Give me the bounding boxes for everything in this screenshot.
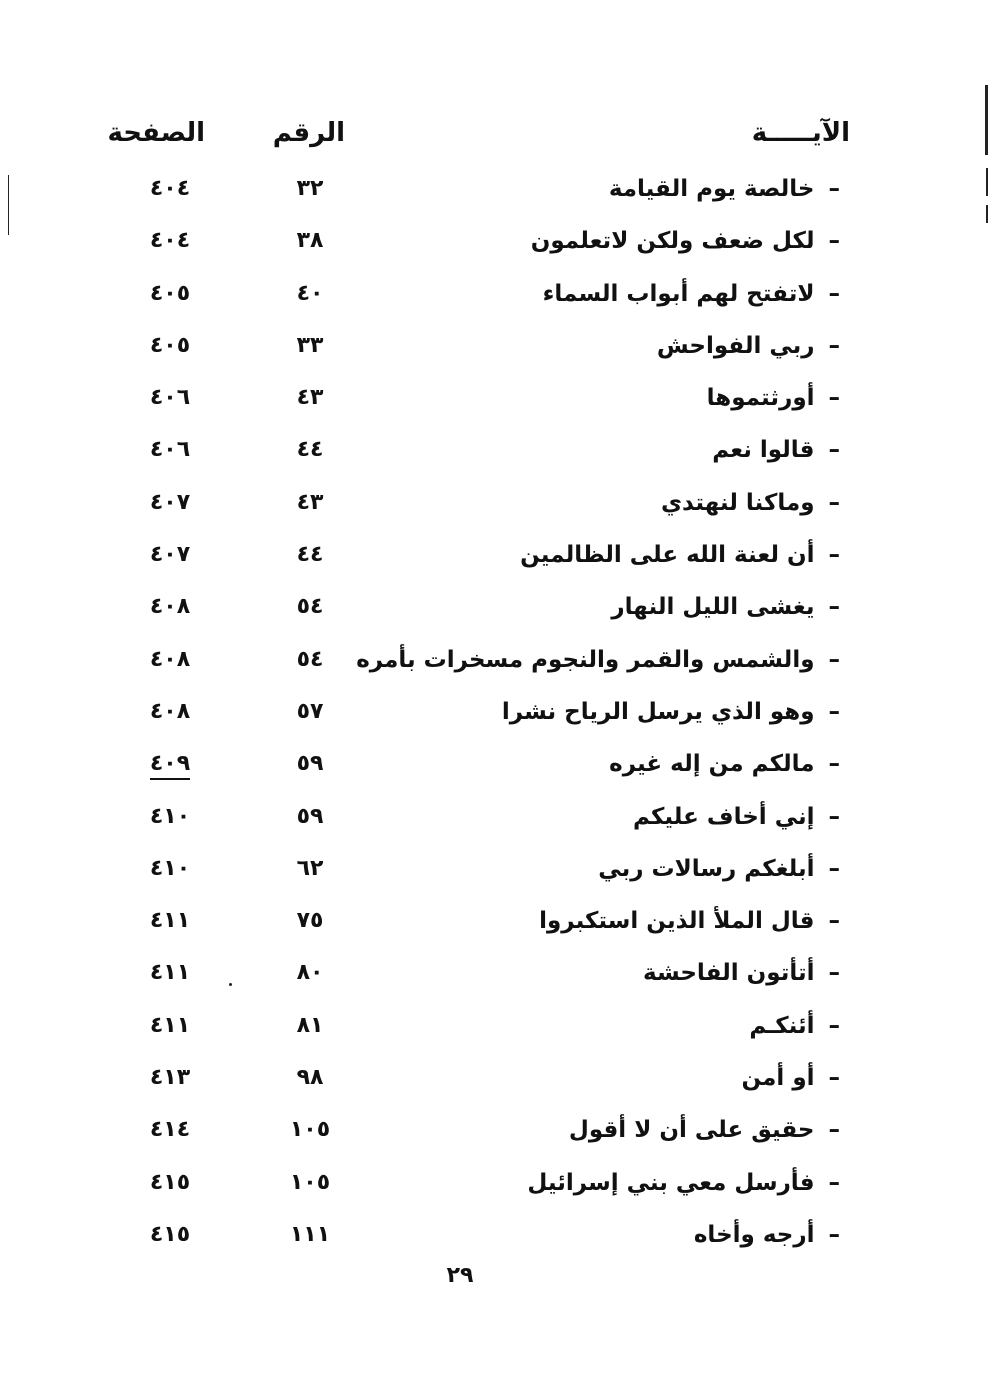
dash: – bbox=[828, 960, 840, 987]
verse-text: لكل ضعف ولكن لاتعلمون bbox=[530, 228, 815, 255]
dash: – bbox=[828, 437, 840, 464]
number-column-header: الرقم bbox=[272, 118, 345, 148]
table-row bbox=[0, 381, 995, 433]
verse-text: حقيق على أن لا أقول bbox=[568, 1117, 815, 1144]
verse-number: ٤٤ bbox=[296, 542, 324, 568]
dash: – bbox=[828, 594, 840, 621]
table-row bbox=[0, 486, 995, 538]
stray-dot bbox=[229, 983, 232, 986]
verse-text: وهو الذي يرسل الرياح نشرا bbox=[501, 698, 815, 725]
page-ref: ٤٠٤ bbox=[149, 228, 191, 254]
page-ref: ٤٠٦ bbox=[149, 385, 191, 411]
page-ref: ٤٠٥ bbox=[149, 280, 191, 306]
verse-text: إني أخاف عليكم bbox=[632, 803, 815, 830]
page-ref: ٤٠٥ bbox=[149, 332, 191, 358]
dash: – bbox=[828, 1065, 840, 1092]
dash: – bbox=[828, 542, 840, 569]
dash: – bbox=[828, 803, 840, 830]
dash: – bbox=[828, 332, 840, 359]
dash: – bbox=[828, 228, 840, 255]
verse-text: لاتفتح لهم أبواب السماء bbox=[542, 280, 815, 307]
table-row bbox=[0, 695, 995, 747]
verse-number: ٣٨ bbox=[296, 228, 324, 254]
verse-text: أن لعنة الله على الظالمين bbox=[520, 542, 815, 569]
page-ref: ٤٠٩ bbox=[120, 751, 220, 776]
page-ref: ٤٠٨ bbox=[149, 594, 191, 620]
table-row bbox=[0, 747, 995, 799]
dash: – bbox=[828, 908, 840, 935]
dash: – bbox=[828, 751, 840, 778]
page-ref: ٤١٠ bbox=[149, 855, 191, 881]
verse-text: وماكنا لنهتدي bbox=[660, 489, 815, 516]
page-ref: ٤١٣ bbox=[149, 1065, 191, 1091]
verse-number: ٩٨ bbox=[296, 1065, 324, 1091]
verse-number: ٥٩ bbox=[296, 751, 324, 777]
table-row bbox=[0, 852, 995, 904]
verse-number: ٤٣ bbox=[296, 385, 324, 411]
verse-number: ٥٤ bbox=[296, 646, 324, 672]
verse-text: والشمس والقمر والنجوم مسخرات بأمره bbox=[356, 646, 815, 673]
verse-number: ١٠٥ bbox=[289, 1169, 331, 1195]
dash: – bbox=[828, 698, 840, 725]
verse-text: يغشى الليل النهار bbox=[611, 594, 815, 621]
dash: – bbox=[828, 646, 840, 673]
page-ref: ٤١١ bbox=[149, 1012, 191, 1038]
page-ref: ٤٠٧ bbox=[149, 542, 191, 568]
verse-text: أرجه وأخاه bbox=[693, 1221, 815, 1248]
verse-text: أورثتموها bbox=[706, 385, 815, 412]
page-number: ٢٩ bbox=[446, 1263, 474, 1288]
page-ref: ٤٠٨ bbox=[149, 698, 191, 724]
table-row bbox=[0, 1061, 995, 1113]
table-row bbox=[0, 1113, 995, 1165]
verse-number: ٤٣ bbox=[296, 489, 324, 515]
table-row bbox=[0, 904, 995, 956]
dash: – bbox=[828, 1221, 840, 1248]
table-row bbox=[0, 277, 995, 329]
verse-number: ٣٣ bbox=[296, 332, 324, 358]
verse-number: ٧٥ bbox=[296, 908, 324, 934]
dash: – bbox=[828, 1117, 840, 1144]
verse-text: قالوا نعم bbox=[712, 437, 815, 464]
table-row bbox=[0, 433, 995, 485]
verse-text: أتأتون الفاحشة bbox=[643, 960, 815, 987]
dash: – bbox=[828, 1169, 840, 1196]
verse-text: أئنكـم bbox=[749, 1012, 815, 1039]
page-ref: ٤١٥ bbox=[149, 1169, 191, 1195]
table-row bbox=[0, 956, 995, 1008]
page-ref: ٤١١ bbox=[149, 908, 191, 934]
verse-number: ١١١ bbox=[289, 1221, 331, 1247]
table-row bbox=[0, 590, 995, 642]
verse-text: ربي الفواحش bbox=[656, 332, 815, 359]
table-row bbox=[0, 643, 995, 695]
verse-number: ١٠٥ bbox=[289, 1117, 331, 1143]
page-ref: ٤١٤ bbox=[149, 1117, 191, 1143]
verse-text: أو أمن bbox=[741, 1065, 815, 1092]
scan-edge-mark bbox=[985, 85, 988, 155]
dash: – bbox=[828, 280, 840, 307]
page-ref: ٤١١ bbox=[149, 960, 191, 986]
table-row bbox=[0, 224, 995, 276]
dash: – bbox=[828, 385, 840, 412]
verse-column-header: الآيـــــة bbox=[751, 118, 850, 148]
dash: – bbox=[828, 489, 840, 516]
verse-text: مالكم من إله غيره bbox=[609, 751, 815, 778]
verse-number: ٥٩ bbox=[296, 803, 324, 829]
verse-text: أبلغكم رسالات ربي bbox=[598, 855, 815, 882]
page-ref: ٤٠٤ bbox=[149, 176, 191, 201]
verse-number: ٨١ bbox=[296, 1012, 324, 1038]
table-row bbox=[0, 800, 995, 852]
verse-number: ٤٤ bbox=[296, 437, 324, 463]
table-row bbox=[0, 538, 995, 590]
page-ref: ٤١٥ bbox=[149, 1221, 191, 1247]
verse-number: ٦٢ bbox=[296, 855, 324, 881]
verse-text: قال الملأ الذين استكبروا bbox=[539, 908, 815, 935]
verse-text: فأرسل معي بني إسرائيل bbox=[527, 1169, 815, 1196]
dash: – bbox=[828, 176, 840, 202]
dash: – bbox=[828, 1012, 840, 1039]
verse-number: ٣٢ bbox=[296, 176, 324, 201]
dash: – bbox=[828, 855, 840, 882]
verse-text: خالصة يوم القيامة bbox=[608, 176, 815, 202]
page-column-header: الصفحة bbox=[107, 118, 205, 148]
table-row bbox=[0, 172, 995, 224]
verse-number: ٥٧ bbox=[296, 698, 324, 724]
index-table bbox=[0, 172, 995, 1270]
verse-number: ٤٠ bbox=[296, 280, 324, 306]
table-row bbox=[0, 329, 995, 381]
page-ref: ٤٠٦ bbox=[149, 437, 191, 463]
verse-number: ٨٠ bbox=[296, 960, 324, 986]
table-row bbox=[0, 1009, 995, 1061]
verse-number: ٥٤ bbox=[296, 594, 324, 620]
page-ref: ٤٠٨ bbox=[149, 646, 191, 672]
page-ref: ٤١٠ bbox=[149, 803, 191, 829]
table-row bbox=[0, 1166, 995, 1218]
page-ref: ٤٠٧ bbox=[149, 489, 191, 515]
